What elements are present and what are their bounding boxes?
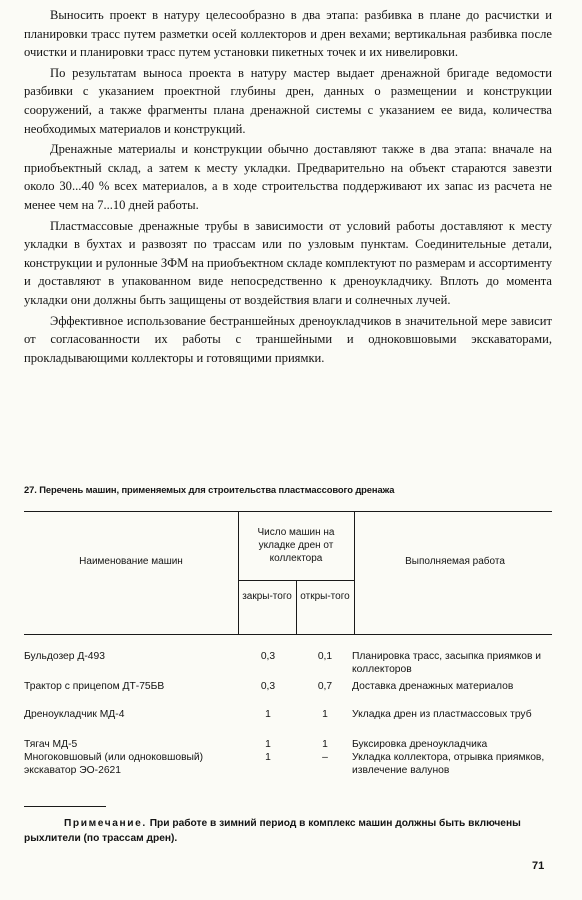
paragraph-stakeout: Выносить проект в натуру целесообразно в два этапа: разбивка в плане до расчистки и планировки трасс путем разметки осей коллекторов и дрен вехами; вертикальная разбивка после очистки и планировки трасс путем установки пикетных точек и их нивелировки. xyxy=(24,8,552,60)
note-label: Примечание. xyxy=(64,818,147,829)
row-tractor-md5-closed: 1 xyxy=(265,739,271,750)
row-drainlayer-open: 1 xyxy=(322,709,328,720)
row-tractor-closed: 0,3 xyxy=(260,681,276,692)
row-tractor-md5-name: Тягач МД-5 xyxy=(24,739,78,750)
table-divider-middle xyxy=(296,580,297,634)
table-header-bottom-rule xyxy=(24,634,552,635)
paragraph-trenchless-efficiency: Эффективное использование бестраншейных дреноукладчиков в значительной мере зависит от согласованности их работы с траншейными и одноковшовыми экскаваторами, прокладывающими коллекторы и готовящими приямки. xyxy=(24,313,552,365)
table-top-rule xyxy=(24,511,552,512)
table-divider-left xyxy=(238,511,239,634)
header-open-collector: откры-того xyxy=(300,591,350,602)
row-excavator-work: Укладка коллектора, отрывка приямков, извлечение валунов xyxy=(352,752,545,776)
row-drainlayer-closed: 1 xyxy=(265,709,271,720)
row-excavator-open: – xyxy=(322,752,328,763)
page-number: 71 xyxy=(532,860,545,872)
table-title: 27. Перечень машин, применяемых для строительства пластмассового дренажа xyxy=(24,484,395,495)
header-machine-name: Наименование машин xyxy=(79,556,183,567)
body-text xyxy=(24,6,552,369)
row-tractor-name: Трактор с прицепом ДТ-75БВ xyxy=(24,681,165,692)
row-bulldozer-open: 0,1 xyxy=(317,651,333,662)
row-bulldozer-name: Бульдозер Д-493 xyxy=(24,651,105,662)
footnote-rule xyxy=(24,806,106,807)
row-drainlayer-name: Дреноукладчик МД-4 xyxy=(24,709,125,720)
header-work-performed: Выполняемая работа xyxy=(405,556,505,567)
row-tractor-md5-work: Буксировка дреноукладчика xyxy=(352,739,488,750)
row-tractor-md5-open: 1 xyxy=(322,739,328,750)
paragraph-statements: По результатам выноса проекта в натуру мастер выдает дренажной бригаде ведомости разбивки с указанием проектной глубины дрен, данных о размещении и конструкции сооружений, а также фрагменты плана дренажной системы с указанием ее вида, количества необходимых материалов и конструкций. xyxy=(24,65,552,136)
header-machine-count: Число машин на укладке дрен от коллектора xyxy=(257,527,335,564)
header-closed-collector: закры-того xyxy=(242,591,292,602)
row-tractor-work: Доставка дренажных материалов xyxy=(352,681,514,692)
row-bulldozer-work: Планировка трасс, засыпка приямков и коллекторов xyxy=(352,651,542,675)
row-excavator-closed: 1 xyxy=(265,752,271,763)
row-drainlayer-work: Укладка дрен из пластмассовых труб xyxy=(352,709,532,720)
row-bulldozer-closed: 0,3 xyxy=(260,651,276,662)
paragraph-plastic-pipes: Пластмассовые дренажные трубы в зависимости от условий работы доставляют к месту укладки в бухтах и развозят по трассам или по узловым пунктам. Соединительные детали, конструкции и рулонные ЗФМ на приобъектном складе комплектуют по размерам и ассортименту и доставляют в упакованном виде непосредственно к дреноукладчику. Вплоть до момента укладки они должны быть защищены от воздействия влаги и солнечных лучей. xyxy=(24,218,552,307)
row-tractor-open: 0,7 xyxy=(317,681,333,692)
table-note xyxy=(24,816,552,846)
table-divider-right xyxy=(354,511,355,634)
paragraph-materials-delivery: Дренажные материалы и конструкции обычно доставляют также в два этапа: вначале на приобъектный склад, а затем к месту укладки. Предварительно на объект стараются завезти около 30...40 % всех материалов, а в ходе строительства поддерживают их запас из расчета не менее чем на 7...10 дней работы. xyxy=(24,142,552,212)
note-text: При работе в зимний период в комплекс машин должны быть включены рыхлители (по трассам дрен). xyxy=(24,818,521,844)
row-excavator-name: Многоковшовый (или одноковшовый) экскаватор ЭО-2621 xyxy=(24,752,204,776)
